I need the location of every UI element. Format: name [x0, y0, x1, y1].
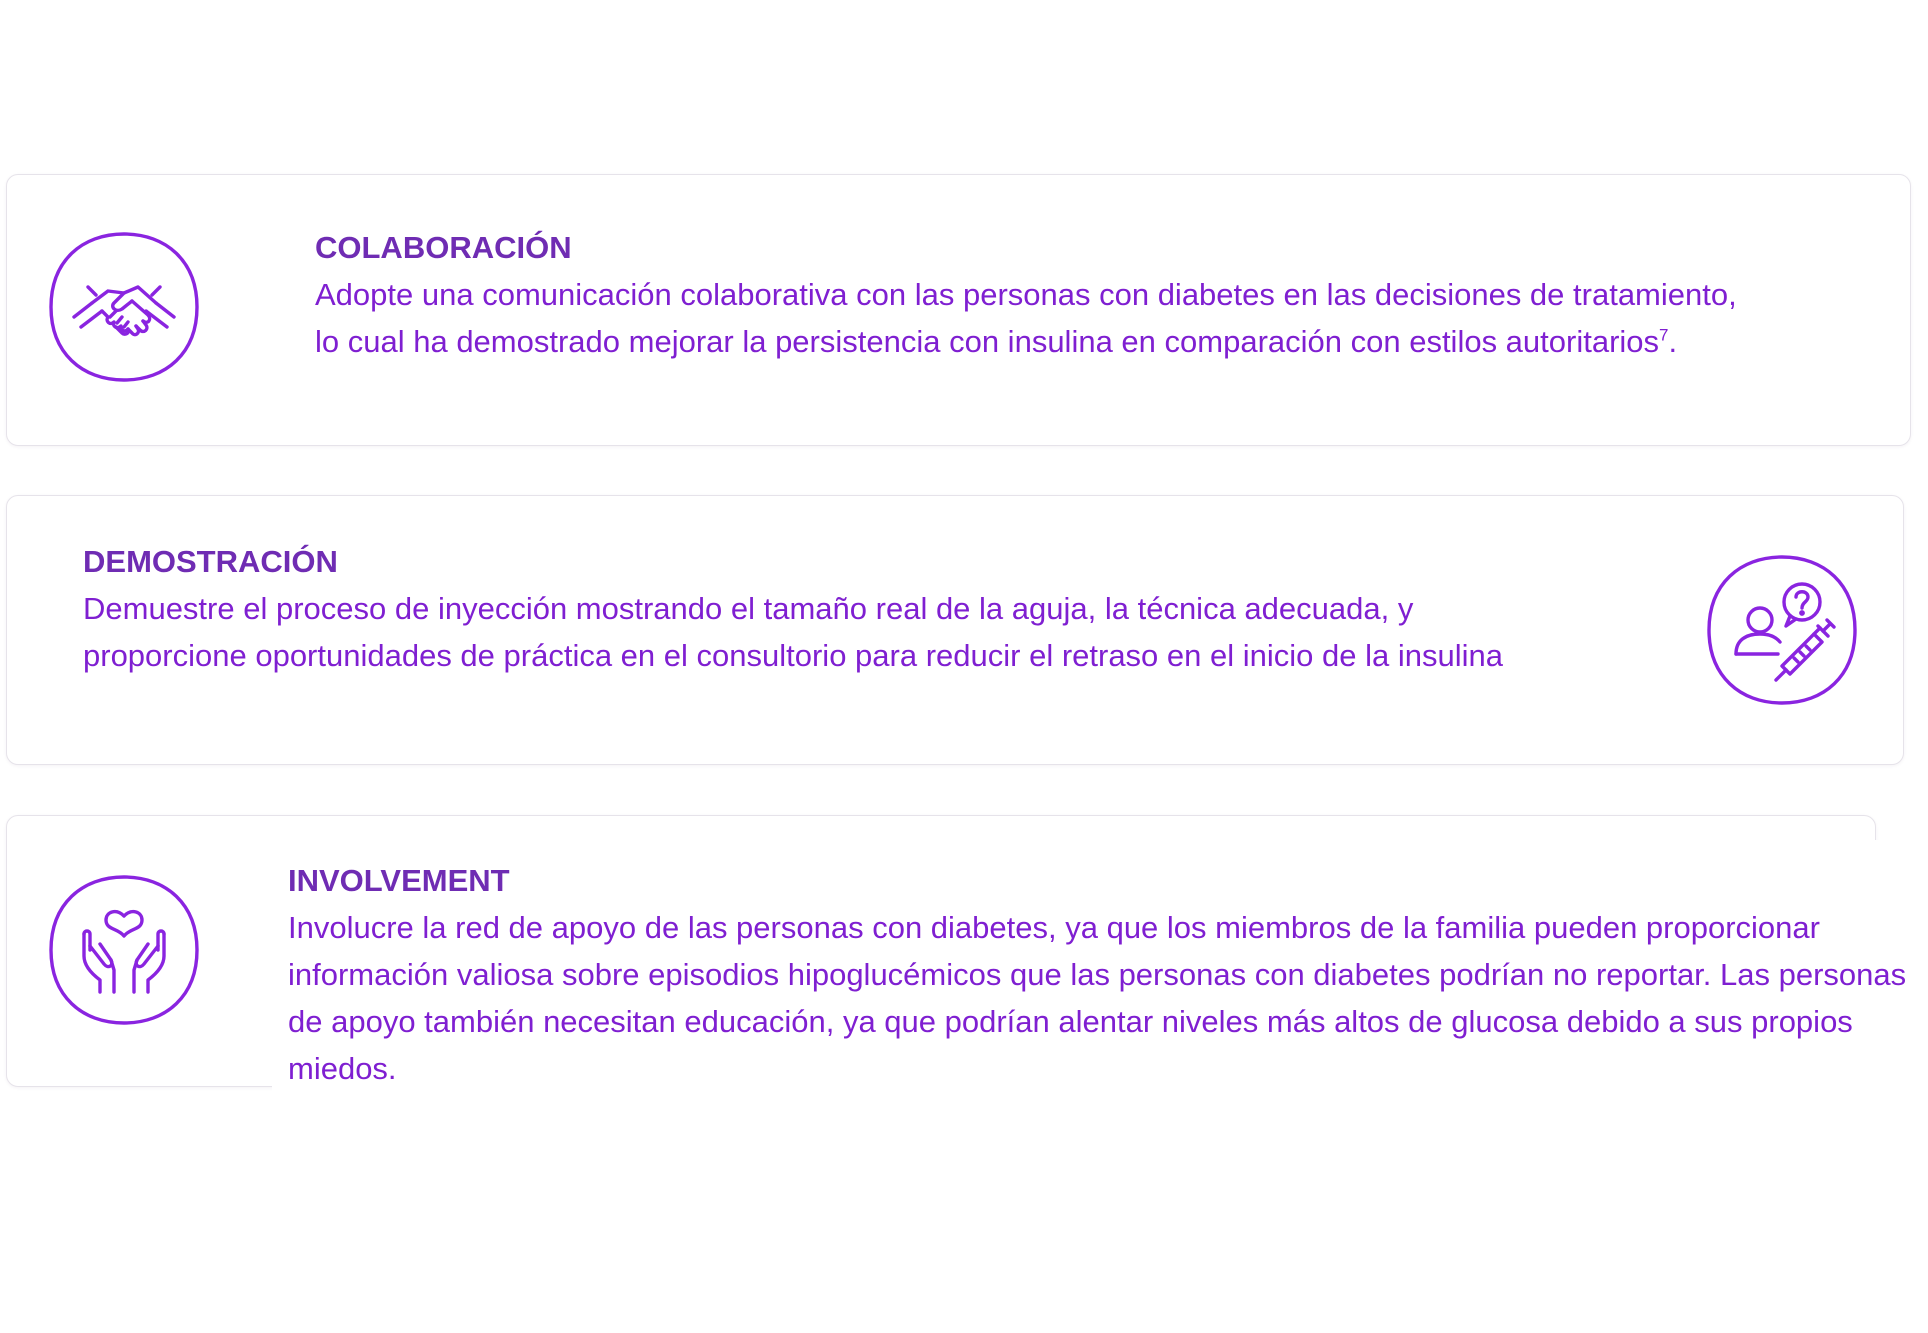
demonstration-title: DEMOSTRACIÓN — [83, 544, 338, 579]
handshake-icon — [48, 231, 200, 383]
demonstration-body: Demuestre el proceso de inyección mostrando el tamaño real de la aguja, la técnica adecuada, y proporcione oportunidades de práctica en el consultorio para reducir el retraso en el inicio de la insulina — [83, 591, 1503, 673]
collaboration-body — [315, 271, 1755, 365]
demonstration-text — [83, 538, 1523, 679]
involvement-title: INVOLVEMENT — [288, 863, 510, 898]
collaboration-body-end: . — [1668, 324, 1678, 359]
involvement-text — [288, 857, 1928, 1092]
involvement-body: Involucre la red de apoyo de las personas con diabetes, ya que los miembros de la familia pueden proporcionar información valiosa sobre episodios hipoglucémicos que las personas con diabetes podrían no reportar. Las personas de apoyo también necesitan educación, ya que podrían alentar niveles más altos de glucosa debido a sus propios miedos. — [288, 910, 1907, 1086]
collaboration-text — [315, 224, 1755, 365]
reference-superscript: 7 — [1659, 325, 1669, 345]
person-question-syringe-icon — [1706, 554, 1858, 706]
hands-heart-icon — [48, 874, 200, 1026]
collaboration-title: COLABORACIÓN — [315, 230, 572, 265]
collaboration-body-text: Adopte una comunicación colaborativa con las personas con diabetes en las decisiones de tratamiento, lo cual ha demostrado mejorar la persistencia con insulina en comparación con estilos autoritarios — [315, 277, 1737, 359]
